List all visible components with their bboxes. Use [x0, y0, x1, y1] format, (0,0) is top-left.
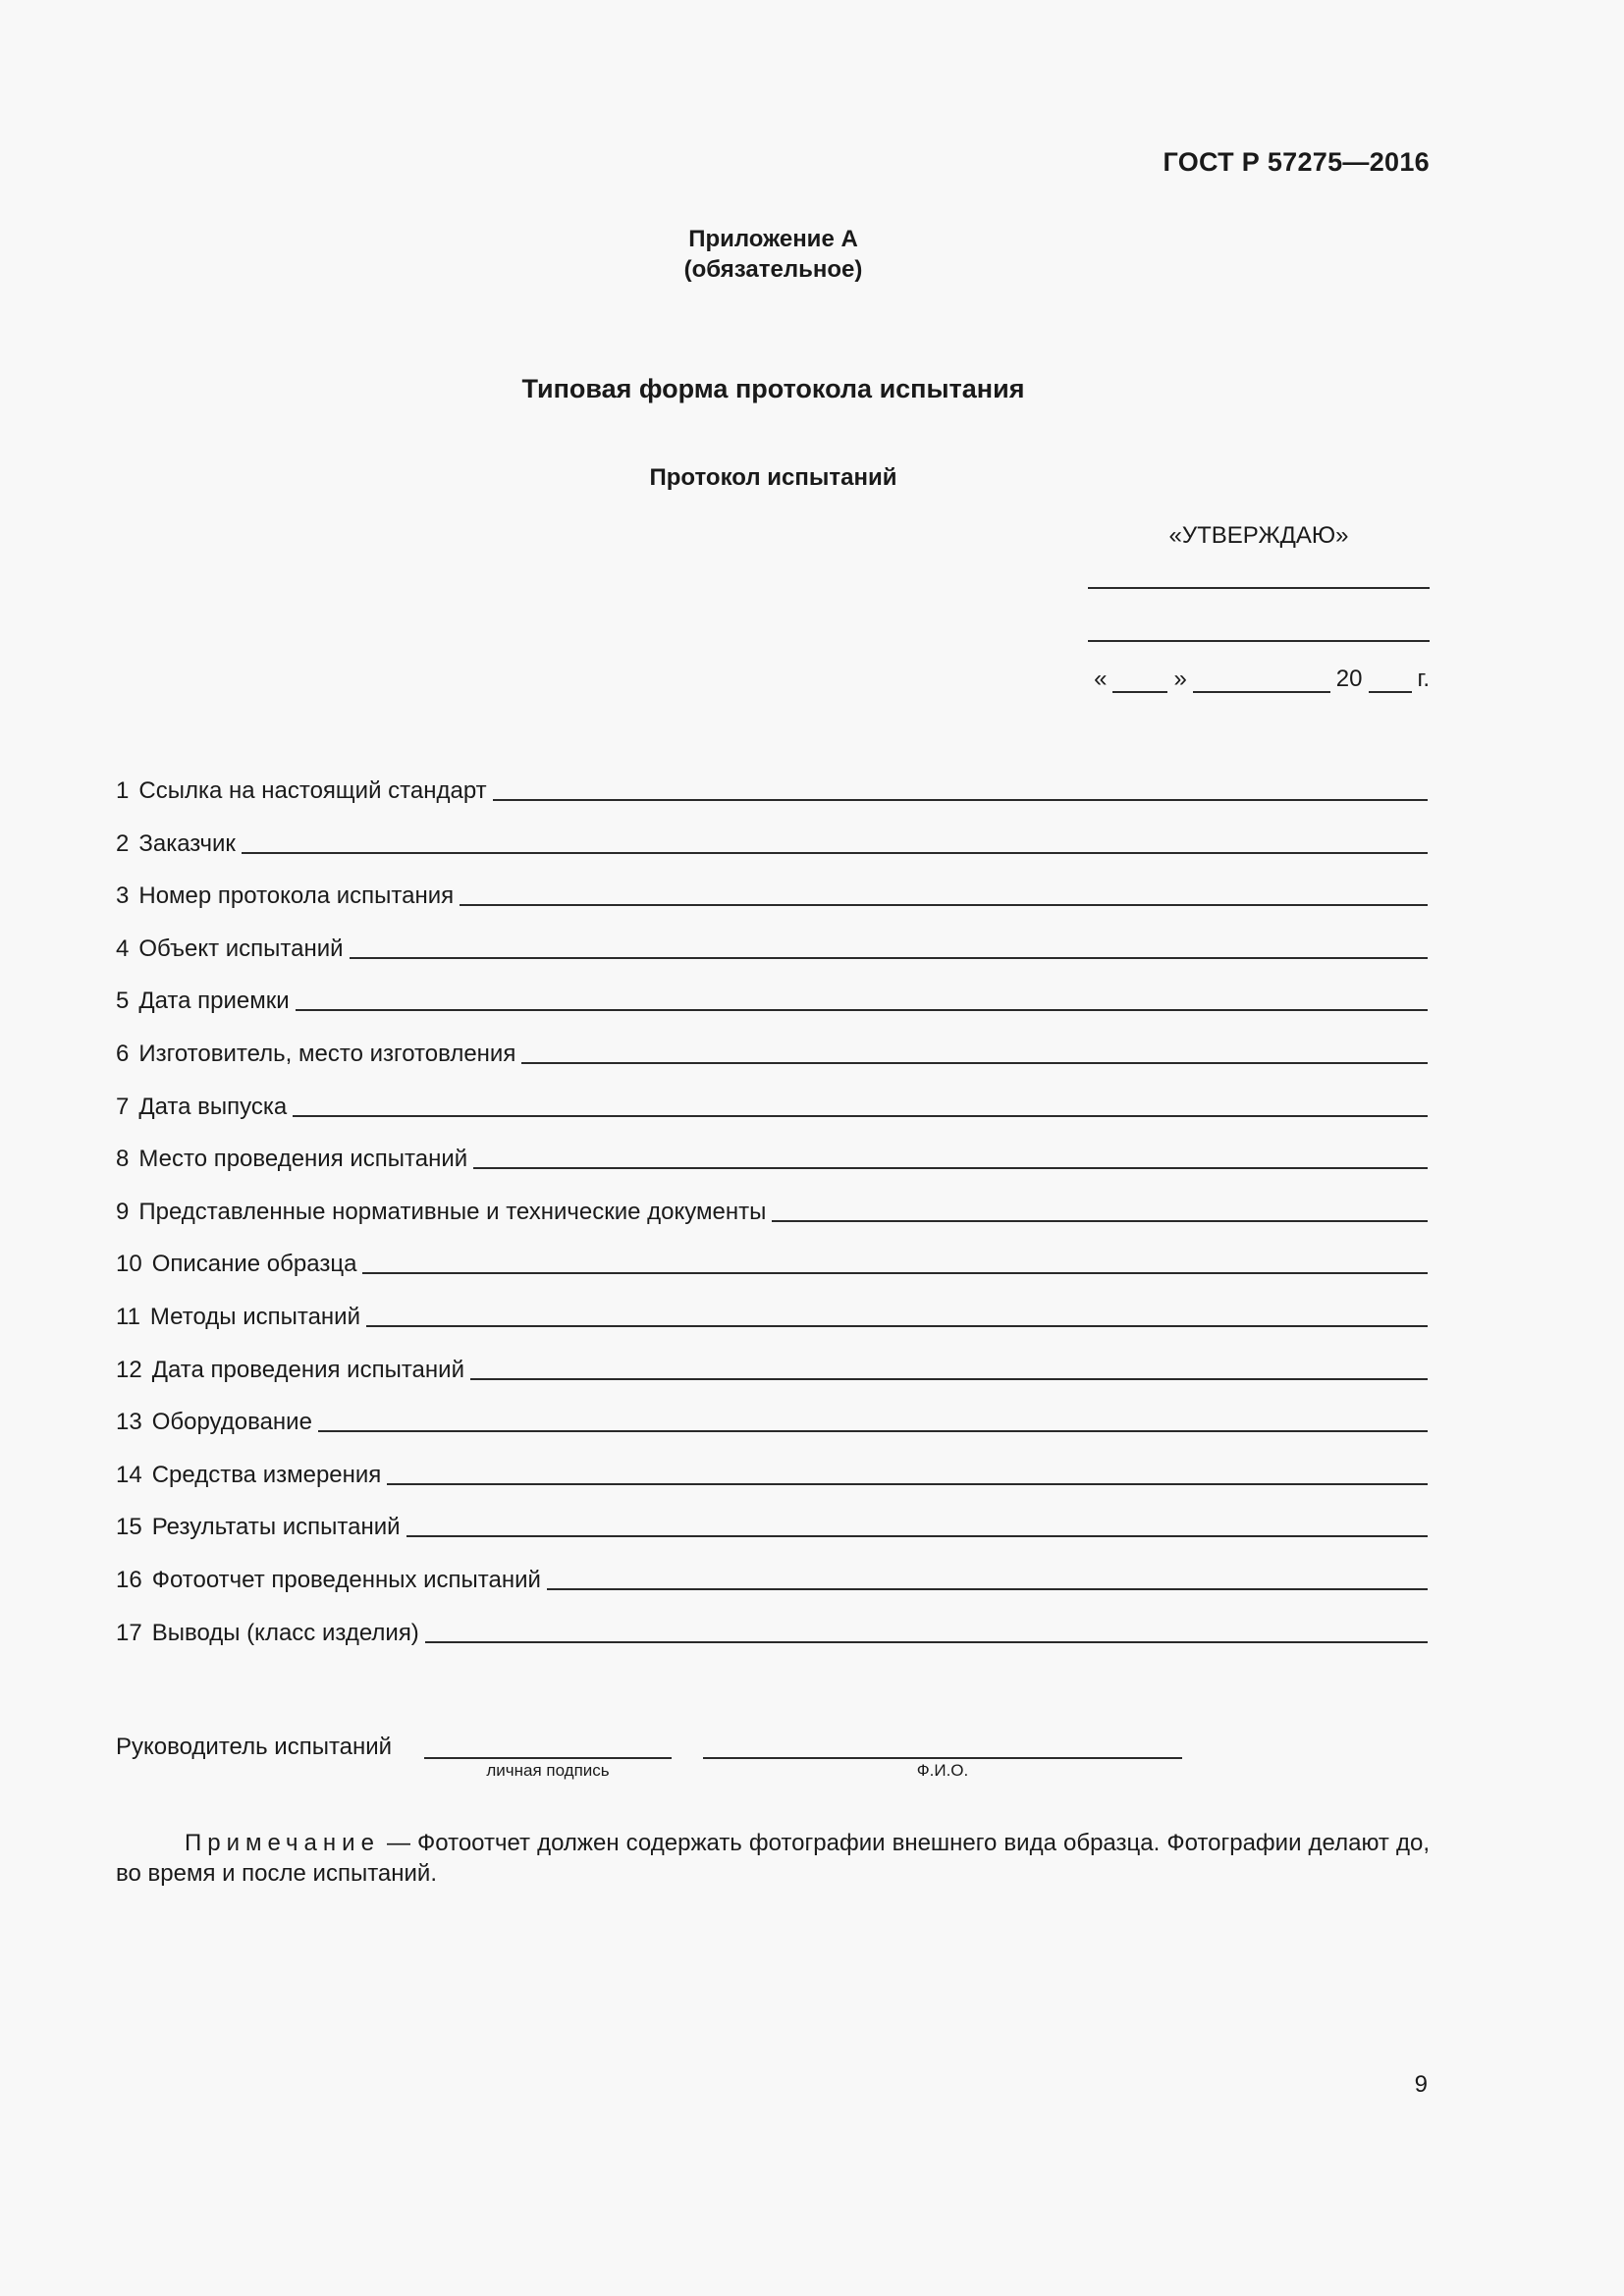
- field-label: Номер протокола испытания: [138, 882, 455, 910]
- field-label: Объект испытаний: [138, 934, 344, 962]
- field-number: 16: [116, 1567, 142, 1593]
- standard-designation: ГОСТ Р 57275—2016: [1163, 147, 1430, 177]
- field-number: 1: [116, 777, 130, 804]
- field-number: 10: [116, 1251, 142, 1278]
- field-fill-line[interactable]: [547, 1588, 1428, 1590]
- appendix-title: Приложение А: [688, 226, 858, 252]
- field-fill-line[interactable]: [318, 1430, 1428, 1432]
- field-fill-line[interactable]: [470, 1378, 1428, 1380]
- field-number: 13: [116, 1409, 142, 1436]
- field-number: 6: [116, 1041, 130, 1067]
- date-close-quote: »: [1173, 666, 1187, 692]
- field-number: 17: [116, 1619, 142, 1646]
- field-fill-line[interactable]: [460, 904, 1428, 906]
- field-number: 9: [116, 1198, 130, 1225]
- form-field-row: [116, 1506, 1428, 1541]
- field-label: Ссылка на настоящий стандарт: [138, 777, 487, 804]
- field-label: Описание образца: [151, 1251, 357, 1278]
- field-label: Фотоотчет проведенных испытаний: [151, 1567, 541, 1593]
- field-label: Место проведения испытаний: [138, 1146, 468, 1173]
- form-field-row: [116, 1138, 1428, 1173]
- field-fill-line[interactable]: [293, 1115, 1428, 1117]
- form-field-row: [116, 1191, 1428, 1226]
- field-number: 2: [116, 829, 130, 857]
- form-field-row: [116, 1243, 1428, 1278]
- field-number: 14: [116, 1461, 142, 1488]
- form-field-row: [116, 770, 1428, 805]
- field-number: 4: [116, 934, 130, 962]
- field-fill-line[interactable]: [366, 1325, 1428, 1327]
- appendix-heading: [0, 224, 1546, 285]
- field-label: Средства измерения: [151, 1461, 382, 1488]
- field-fill-line[interactable]: [296, 1009, 1428, 1011]
- field-number: 11: [116, 1304, 140, 1330]
- protocol-subtitle: Протокол испытаний: [649, 464, 897, 491]
- field-label: Заказчик: [138, 829, 236, 857]
- field-label: Результаты испытаний: [151, 1514, 401, 1541]
- approval-date: [1088, 666, 1430, 693]
- form-field-row: [116, 1612, 1428, 1647]
- month-blank: [1193, 666, 1330, 693]
- field-label: Оборудование: [151, 1409, 312, 1436]
- form-field-row: [116, 1349, 1428, 1384]
- year-prefix: 20: [1335, 666, 1363, 692]
- field-fill-line[interactable]: [772, 1220, 1428, 1222]
- field-fill-line[interactable]: [406, 1535, 1428, 1537]
- field-number: 8: [116, 1146, 130, 1173]
- form-field-row: [116, 1296, 1428, 1331]
- approval-name-line: [1088, 640, 1430, 642]
- signature-line: [424, 1757, 672, 1759]
- signature-caption: личная подпись: [486, 1761, 610, 1780]
- field-fill-line[interactable]: [473, 1167, 1428, 1169]
- field-fill-line[interactable]: [387, 1483, 1428, 1485]
- field-fill-line[interactable]: [521, 1062, 1428, 1064]
- field-number: 7: [116, 1093, 130, 1120]
- field-label: Представленные нормативные и технические документы: [138, 1198, 767, 1225]
- date-open-quote: «: [1094, 666, 1108, 692]
- field-number: 15: [116, 1514, 142, 1541]
- field-label: Выводы (класс изделия): [151, 1619, 419, 1646]
- page-number: 9: [1414, 2071, 1428, 2098]
- field-number: 12: [116, 1356, 142, 1383]
- field-label: Методы испытаний: [149, 1304, 360, 1330]
- note-label: Примечание: [185, 1830, 380, 1856]
- form-field-row: [116, 1401, 1428, 1436]
- note-text: — Фотоотчет должен содержать фотографии внешнего вида образца. Фотографии делают до, во время и после испытаний.: [116, 1830, 1430, 1887]
- signer-role: Руководитель испытаний: [116, 1734, 393, 1760]
- form-field-row: [116, 1033, 1428, 1068]
- field-label: Дата приемки: [138, 988, 290, 1015]
- field-fill-line[interactable]: [425, 1641, 1428, 1643]
- full-name-line: [703, 1757, 1182, 1759]
- field-fill-line[interactable]: [350, 957, 1428, 959]
- field-fill-line[interactable]: [493, 799, 1428, 801]
- appendix-status: (обязательное): [683, 256, 863, 283]
- form-field-row: [116, 875, 1428, 910]
- note: [116, 1828, 1430, 1889]
- field-label: Дата выпуска: [138, 1093, 288, 1120]
- year-suffix: г.: [1417, 666, 1430, 692]
- page-title: Типовая форма протокола испытания: [521, 374, 1025, 403]
- form-field-row: [116, 823, 1428, 858]
- field-label: Дата проведения испытаний: [151, 1356, 464, 1383]
- form-field-row: [116, 1454, 1428, 1489]
- field-number: 3: [116, 882, 130, 910]
- approval-label: «УТВЕРЖДАЮ»: [1168, 522, 1349, 549]
- field-fill-line[interactable]: [242, 852, 1428, 854]
- form-field-row: [116, 928, 1428, 963]
- form-field-row: [116, 1559, 1428, 1594]
- field-number: 5: [116, 988, 130, 1015]
- field-label: Изготовитель, место изготовления: [138, 1041, 516, 1067]
- approval-signature-line: [1088, 587, 1430, 589]
- full-name-caption: Ф.И.О.: [916, 1761, 969, 1780]
- form-field-row: [116, 1086, 1428, 1121]
- year-blank: [1369, 666, 1412, 693]
- form-field-row: [116, 980, 1428, 1015]
- day-blank: [1112, 666, 1167, 693]
- field-fill-line[interactable]: [362, 1272, 1428, 1274]
